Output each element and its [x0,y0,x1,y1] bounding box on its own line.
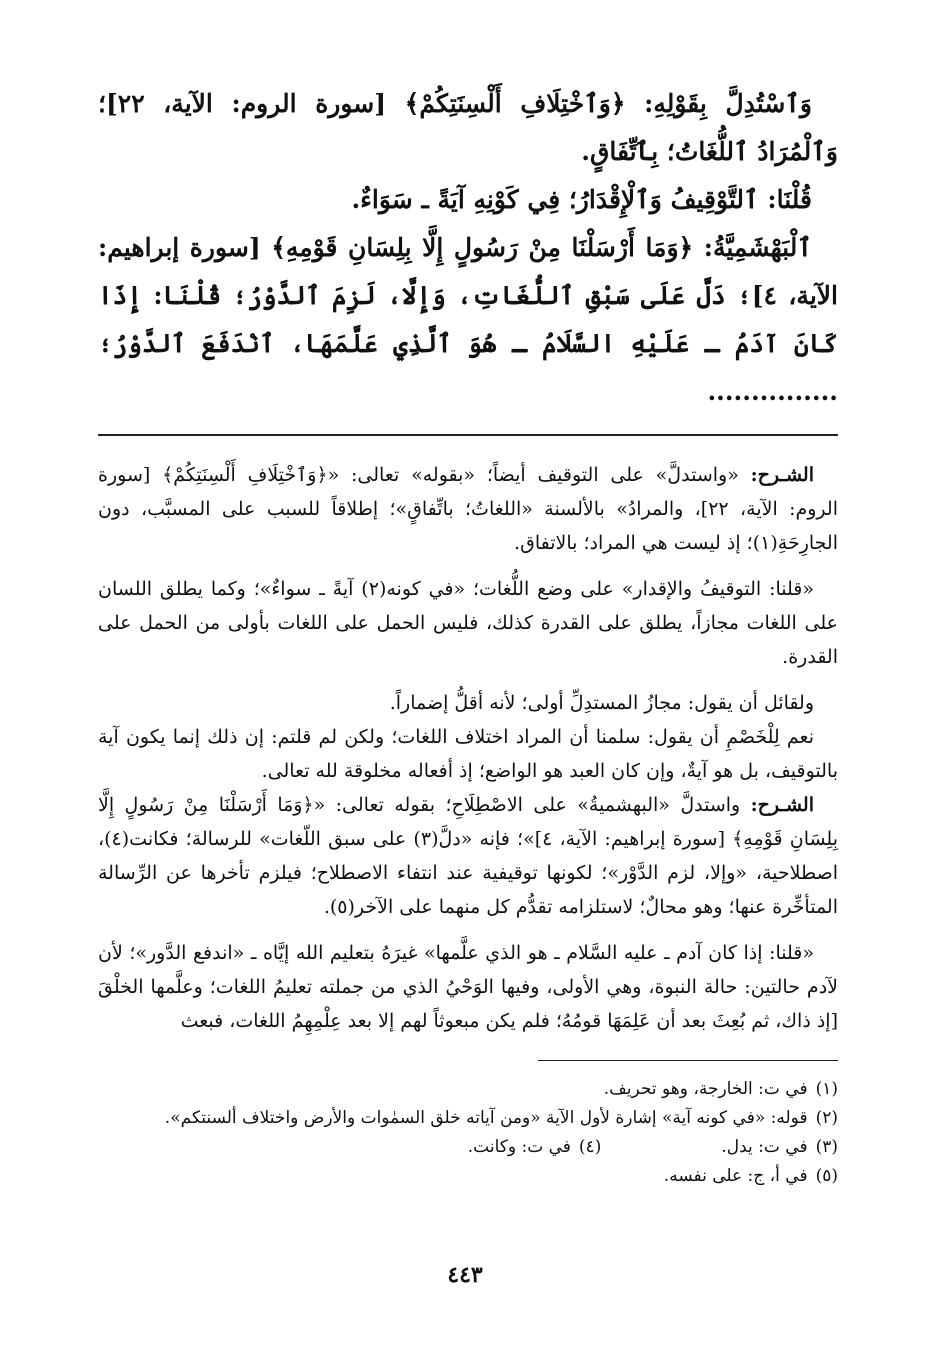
matn-line-3 [98,224,838,416]
matn-line-2: قُلْنَا: ٱلتَّوْقِيفُ وَٱلْإِقْدَارُ؛ فِي كَوْنِهِ آيَةً ـ سَوَاءٌ. [351,185,812,214]
matn-line-3-text: ٱلْبَهْشَمِيَّةُ: ﴿وَمَا أَرْسَلْنَا مِنْ رَسُولٍ إِلَّا بِلِسَانِ قَوْمِهِ﴾ [سورة إبراهيم: الآية، ٤]؛ دَلَّ عَلَى سَبْقِ ٱللُّغَاتِ، وَإِلَّا، لَزِمَ ٱلدَّوْرُ؛ قُلْنَا: إِذَا كَانَ آدَمُ ـ عَلَيْهِ السَّلَامُ ـ هُوَ ٱلَّذِي عَلَّمَهَا، ٱنْدَفَعَ ٱلدَّوْرُ؛ [98,233,838,358]
sharh-paragraph-6: «قلنا: إذا كان آدم ـ عليه السَّلام ـ هو الذي علَّمها» غيرَهُ بتعليم الله إيَّاه ـ «اندفع الدَّور»؛ لأن لآدم حالتين: حالة النبوة، وهي الأولى، وفيها الوَحْيُ الذي من جملته تعليمُ اللغات؛ وعلَّمها الخلْقَ [إذ ذاك، ثم بُعِثَ بعد أن عَلِمَهَا قومُهُ؛ فلم يكن مبعوثاً لهم إلا بعد عِلْمِهِمُ اللغات، فبعث [98,942,838,1032]
footnote-number: (٢) [815,1108,838,1128]
matn-text [98,80,838,416]
footnote-2 [98,1104,838,1133]
footnote-5 [98,1162,838,1191]
section-divider [98,434,838,436]
footnote-pair [98,1133,838,1162]
footnote-3 [721,1133,838,1162]
sharh-paragraph-1 [98,458,838,560]
footnote-number: (٣) [815,1137,838,1157]
sharh-paragraph-2: «قلنا: التوقيفُ والإقدار» على وضع اللُّغات؛ «في كونه(٢) آيةً ـ سواءٌ»؛ وكما يطلق اللسان على اللغات مجازاً، يطلق على القدرة كذلك، فليس الحمل على اللغات بأولى من الحمل على القدرة. [98,578,838,668]
sharh-paragraph-4: نعم لِلْخَصْمِ أن يقول: سلمنا أن المراد اختلاف اللغات؛ ولكن لم قلتم: إن ذلك إنما يكون آية بالتوقيف، بل هو آيةٌ، وإن كان العبد هو الواضع؛ إذ أفعاله مخلوقة لله تعالى. [98,726,838,782]
sharh-label-2: الشـرح: [750,794,814,816]
footnote-divider [538,1060,838,1061]
footnote-number: (٥) [815,1166,838,1186]
footnote-1 [98,1075,838,1104]
sharh-p1-text: «واستدلَّ» على التوقيف أيضاً؛ «بقوله» تعالى: «﴿وَٱخْتِلَافِ أَلْسِنَتِكُمْ﴾ [سورة الروم: الآية، ٢٢]، والمرادُ» بالألسنة «اللغاتُ؛ باتِّفاقٍ»؛ إطلاقاً للسبب على المسبَّب، دون الجارِحَةِ(١)؛ إذ ليست هي المراد؛ بالاتفاق. [98,464,838,554]
footnote-text: قوله: «في كونه آية» إشارة لأول الآية «ومن آياته خلق السمٰوات والأرض واختلاف ألسنتكم». [164,1108,808,1128]
footnote-text: في أ، ج: على نفسه. [663,1166,808,1186]
footnote-4 [468,1133,602,1162]
sharh-paragraph-5 [98,788,838,924]
sharh-label: الشـرح: [750,464,814,486]
sharh-commentary [98,458,838,1038]
page-number: ٤٤٣ [447,1262,483,1288]
sharh-paragraph-3: ولقائل أن يقول: مجازُ المستدِلِّ أولى؛ لأنه أقلُّ إضماراً. [389,692,814,714]
footnote-number: (٤) [578,1137,602,1157]
footnote-number: (١) [815,1079,838,1099]
footnote-text: في ت: الخارجة، وهو تحريف. [603,1079,808,1099]
footnote-text: في ت: وكانت. [467,1137,571,1157]
footnotes [98,1075,838,1191]
matn-line-1: وَٱسْتُدِلَّ بِقَوْلِهِ: ﴿وَٱخْتِلَافِ أَلْسِنَتِكُمْ﴾ [سورة الروم: الآية، ٢٢]؛ وَٱلْمُرَادُ ٱللُّغَاتُ؛ بِٱتِّفَاقٍ. [98,89,838,166]
sharh-p5-text: واستدلَّ «البهشميةُ» على الاصْطِلَاحِ؛ بقوله تعالى: «﴿وَمَا أَرْسَلْنَا مِنْ رَسُولٍ إِلَّا بِلِسَانِ قَوْمِهِ﴾ [سورة إبراهيم: الآية، ٤]»؛ فإنه «دلَّ(٣) على سبق اللّغات» للرسالة؛ فكانت(٤)، اصطلاحية، «وإلا، لزم الدَّوْر»؛ لكونها توقيفية عند انتفاء الاصطلاح؛ فيلزم تأخرها عن الرِّسالة المتأخِّرة عنها؛ وهو محالٌ؛ لاستلزامه تقدُّم كل منهما على الآخر(٥). [98,794,839,918]
footnote-text: في ت: يدل. [721,1137,808,1157]
matn-dots: ............... [707,377,838,406]
